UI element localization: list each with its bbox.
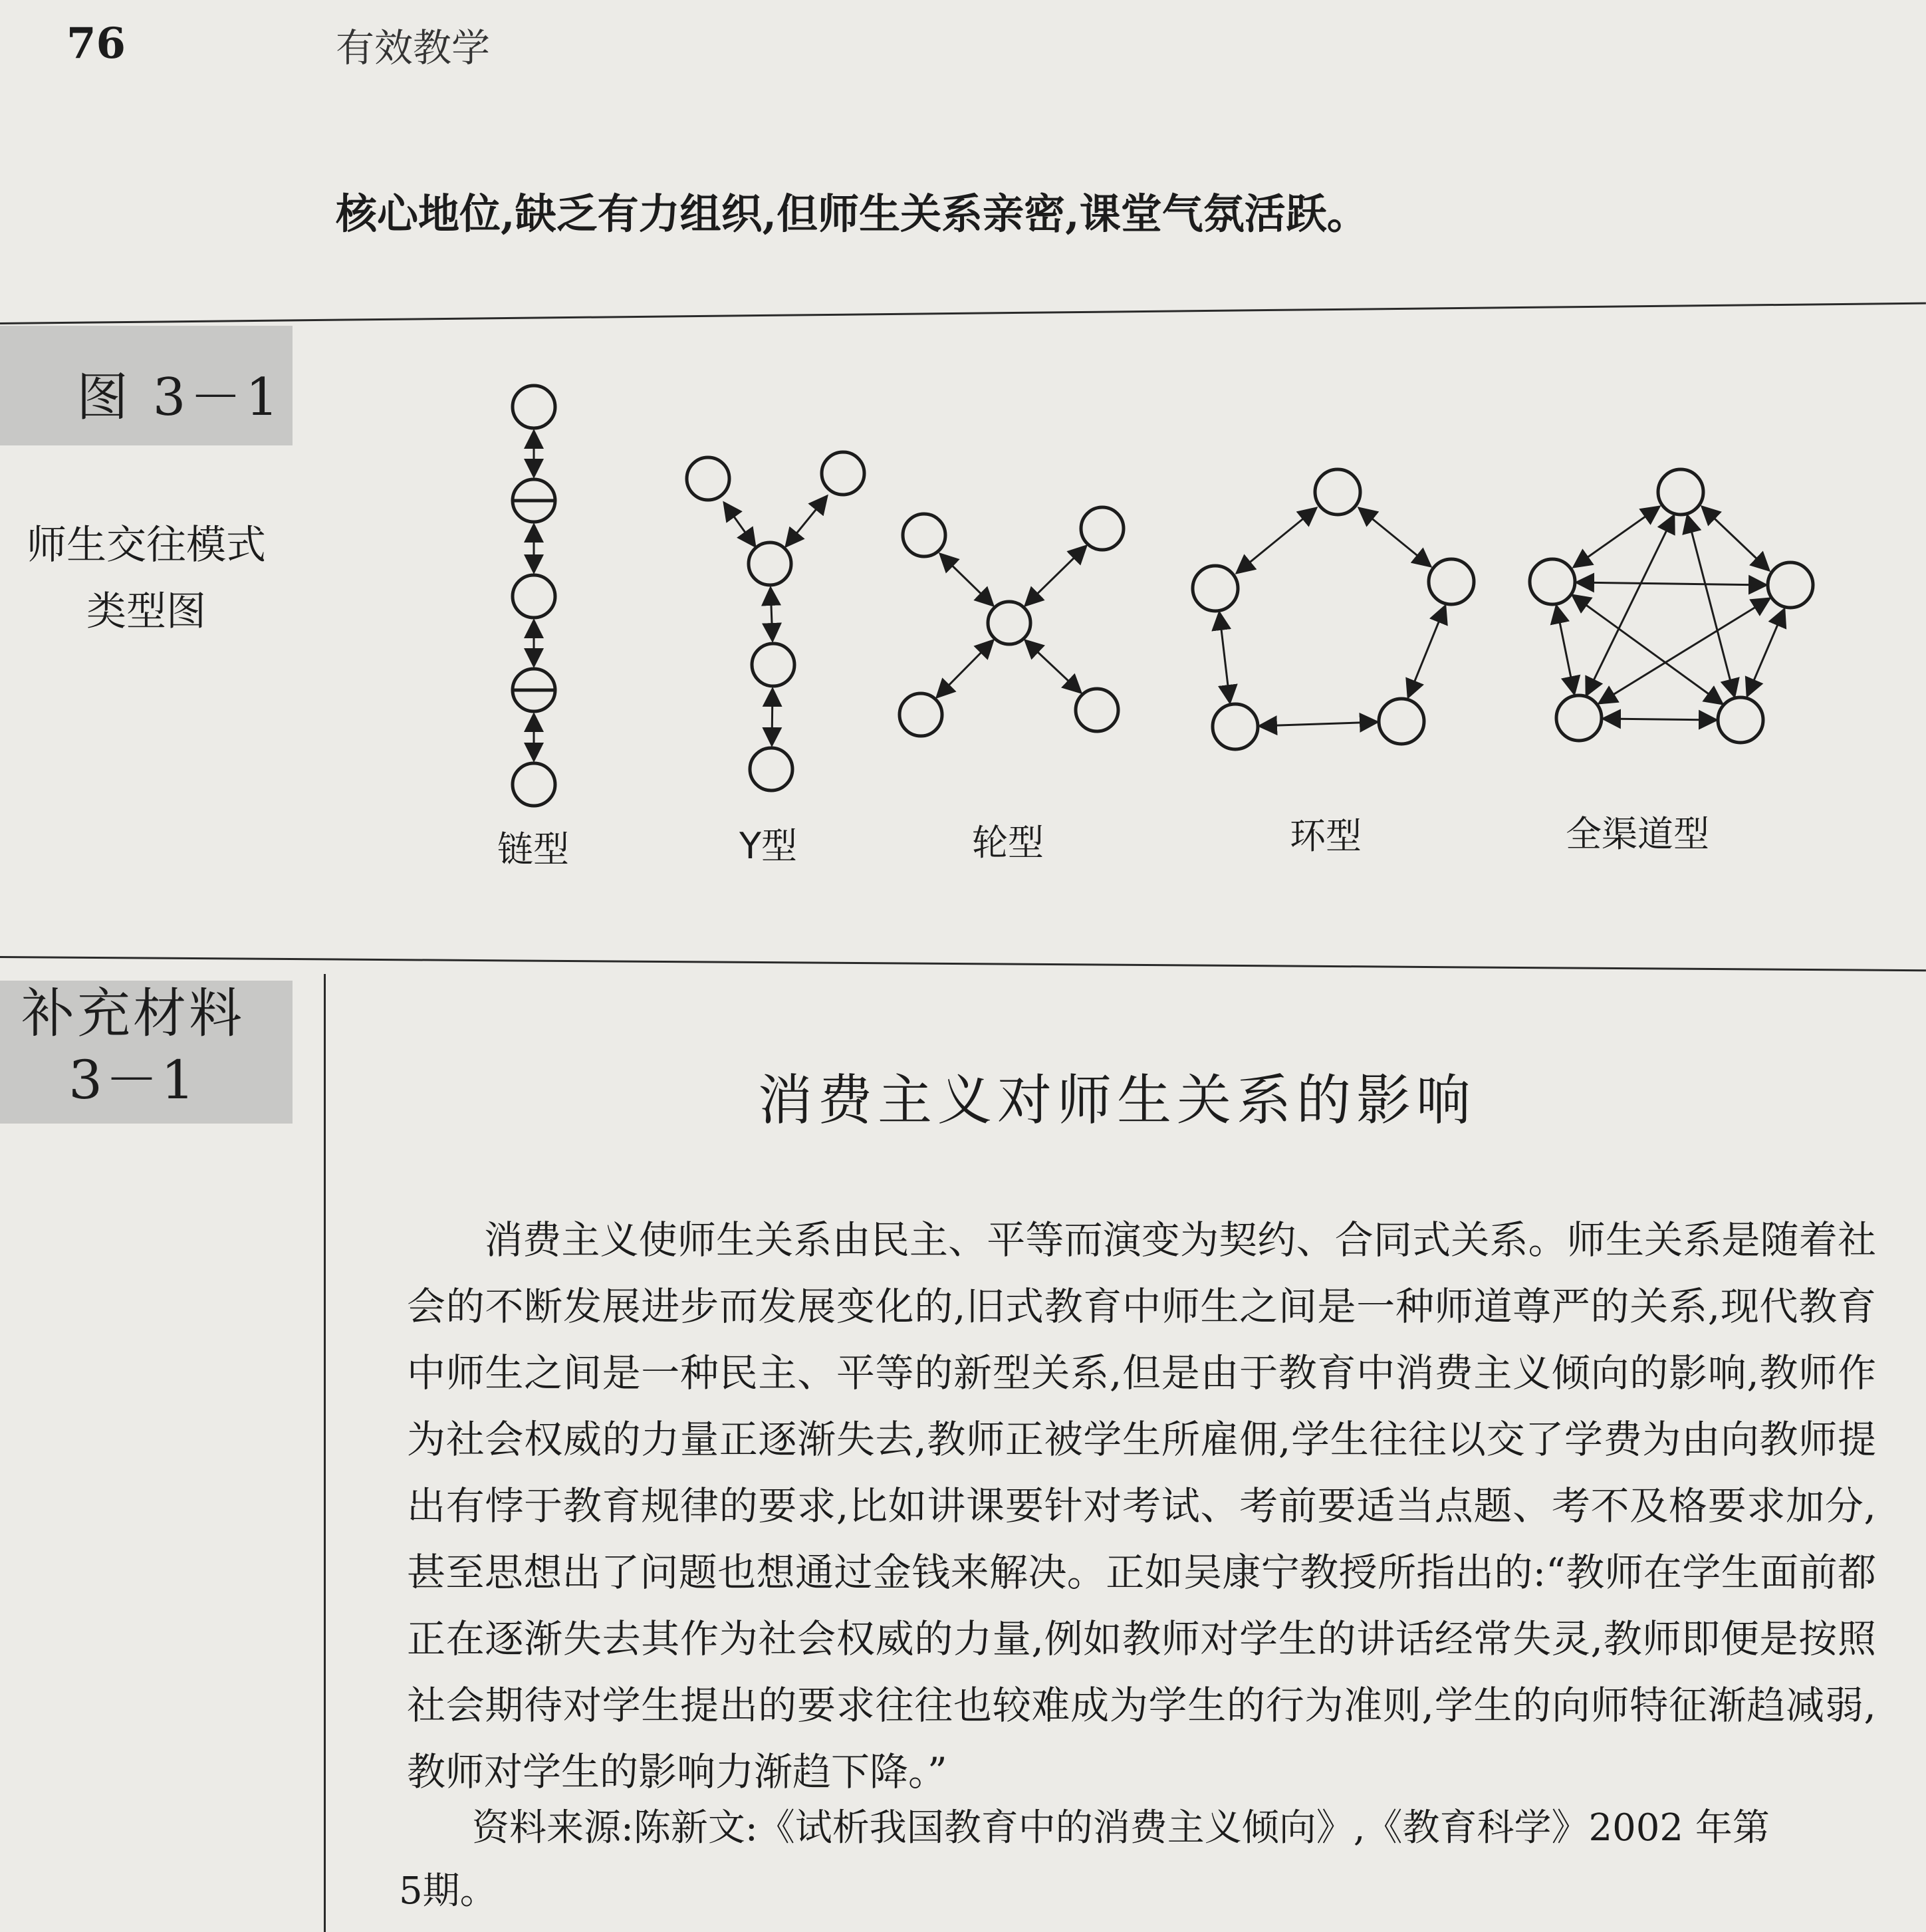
node-circle — [1081, 507, 1124, 550]
pattern-label: Y型 — [739, 825, 797, 867]
article-body — [407, 1207, 1876, 1805]
supplement-label-line: 3－1 — [68, 1049, 197, 1111]
node-circle — [1193, 566, 1238, 611]
node-circle — [900, 693, 942, 736]
y-pattern — [687, 452, 864, 790]
source-citation-continued: 5期。 — [399, 1870, 497, 1913]
node-circle — [1379, 699, 1424, 744]
node-circle — [687, 457, 729, 500]
node-circle — [1718, 697, 1763, 743]
supplement-box-border — [324, 974, 326, 1932]
node-circle — [1076, 689, 1118, 731]
node-circle — [1429, 559, 1474, 604]
pattern-label: 环型 — [1290, 815, 1362, 857]
node-circle — [513, 575, 555, 618]
node-circle — [752, 644, 794, 686]
node-circle — [1658, 469, 1703, 515]
pattern-label: 轮型 — [972, 822, 1044, 864]
node-circle — [1530, 559, 1575, 604]
supplement-label-line: 补充材料 — [21, 983, 245, 1044]
node-circle — [1556, 695, 1602, 741]
wheel-pattern — [900, 507, 1124, 736]
running-head: 有效教学 — [336, 25, 491, 70]
pattern-label: 链型 — [497, 828, 569, 870]
node-circle — [1213, 704, 1258, 749]
node-circle — [513, 386, 555, 428]
figure-label: 图 3－1 — [76, 368, 283, 427]
source-citation: 资料来源:陈新文:《试析我国教育中的消费主义倾向》,《教育科学》2002 年第 — [472, 1806, 1770, 1850]
article-title: 消费主义对师生关系的影响 — [758, 1069, 1477, 1132]
full-channel-pattern — [1530, 469, 1813, 743]
supplement-label — [0, 981, 266, 1114]
article-paragraph: 消费主义使师生关系由民主、平等而演变为契约、合同式关系。师生关系是随着社会的不断发展进步而发展变化的,旧式教育中师生之间是一种师道尊严的关系,现代教育中师生之间是一种民主、平等的新型关系,但是由于教育中消费主义倾向的影响,教师作为社会权威的力量正逐渐失去,教师正被学生所雇佣,学生往往以交了学费为由向教师提出有悖于教育规律的要求,比如讲课要针对考试、考前要适当点题、考不及格要求加分,甚至思想出了问题也想通过金钱来解决。正如吴康宁教授所指出的:“教师在学生面前都正在逐渐失去其作为社会权威的力量,例如教师对学生的讲话经常失灵,教师即便是按照社会期待对学生提出的要求往往也较难成为学生的行为准则,学生的向师特征渐趋减弱,教师对学生的影响力渐趋下降。” — [407, 1217, 1876, 1794]
pattern-label: 全渠道型 — [1566, 813, 1709, 855]
node-circle — [822, 452, 864, 495]
continued-text-line: 核心地位,缺乏有力组织,但师生关系亲密,课堂气氛活跃。 — [336, 189, 1368, 238]
node-circle — [750, 748, 792, 790]
node-circle — [1768, 562, 1813, 608]
figure-caption-line: 类型图 — [86, 588, 206, 635]
node-circle — [988, 602, 1030, 644]
node-circle — [1315, 469, 1360, 515]
node-circle — [749, 543, 791, 585]
chain-pattern — [513, 386, 555, 806]
ring-pattern — [1193, 469, 1474, 749]
page-number: 76 — [66, 19, 126, 68]
communication-pattern-diagram — [0, 0, 1926, 931]
node-circle — [513, 763, 555, 806]
node-circle — [903, 514, 945, 556]
figure-caption-line: 师生交往模式 — [27, 522, 266, 568]
figure-bottom-rule — [0, 956, 1926, 971]
